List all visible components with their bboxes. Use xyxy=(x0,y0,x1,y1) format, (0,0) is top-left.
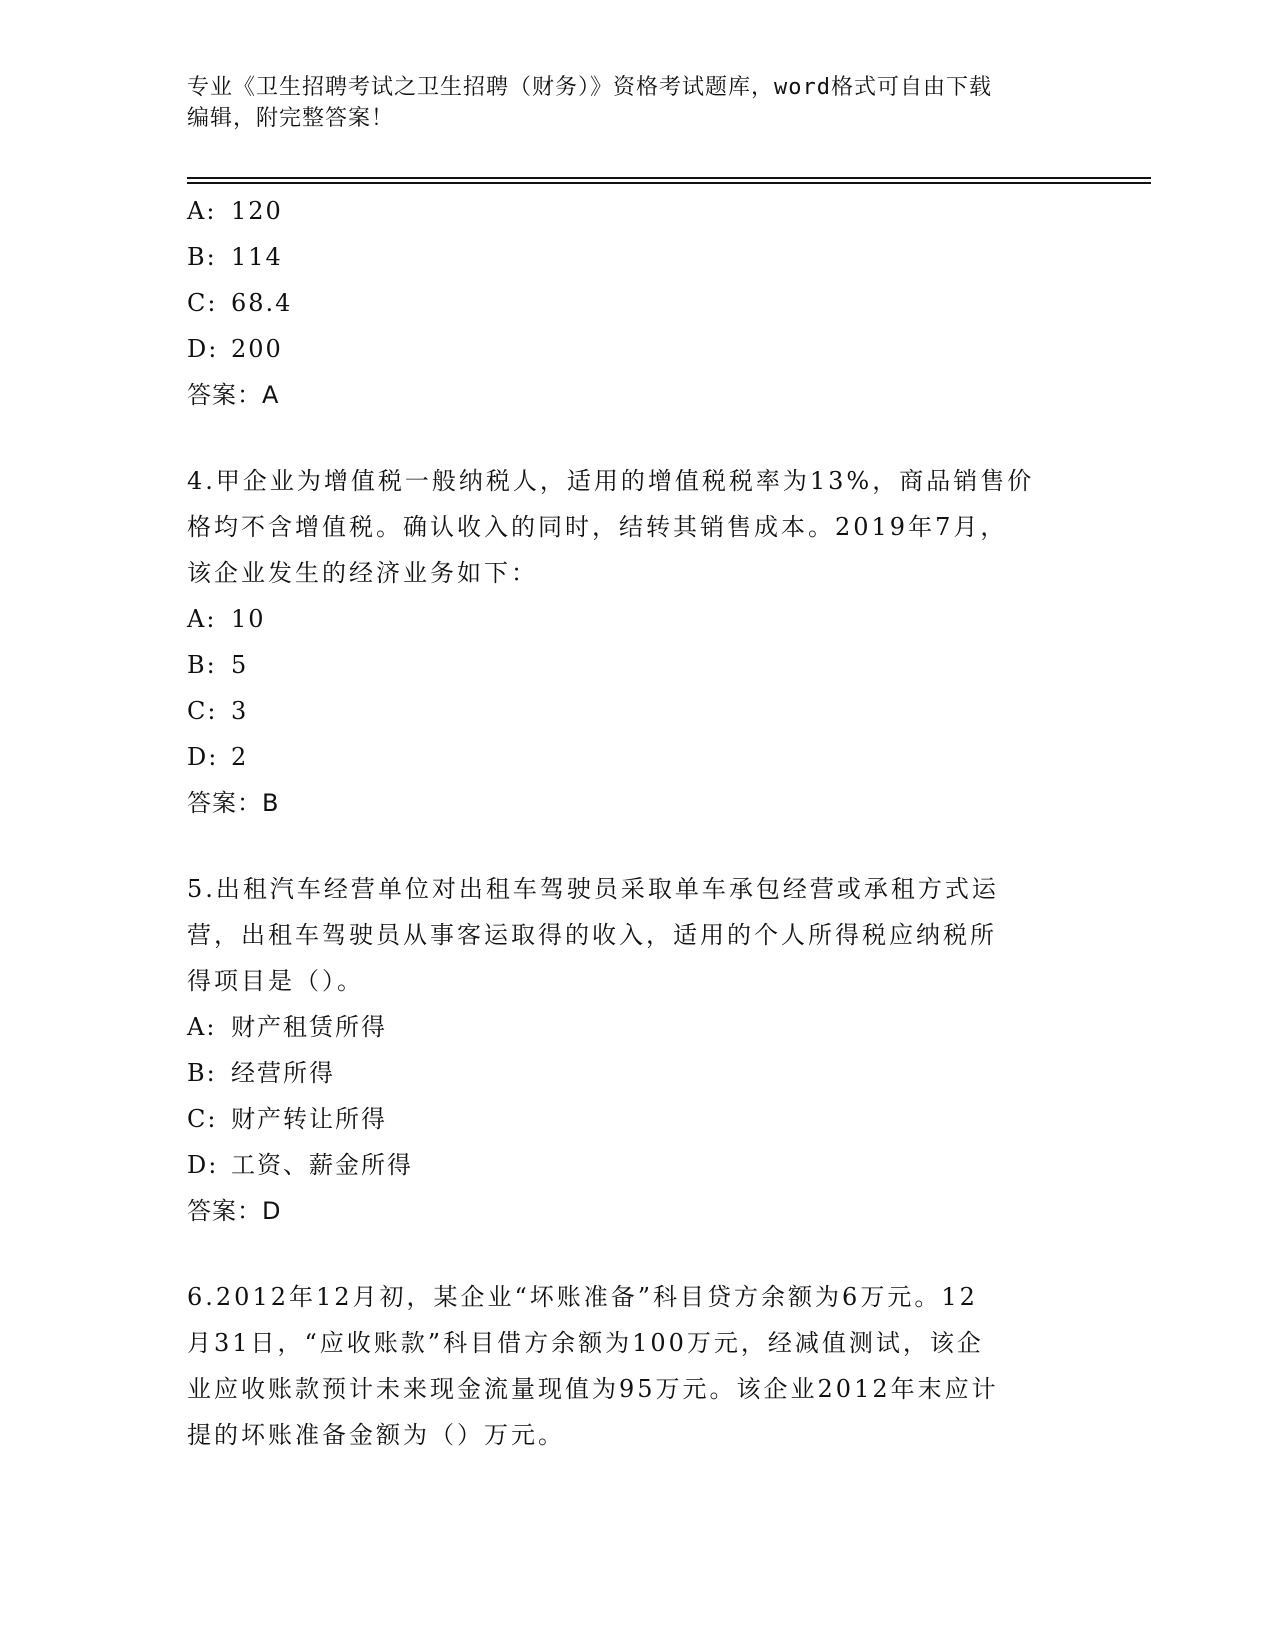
question-list xyxy=(187,188,1087,1458)
question-stem-line: 5.出租汽车经营单位对出租车驾驶员采取单车承包经营或承租方式运 xyxy=(187,875,999,903)
option-label: A: xyxy=(187,197,217,225)
question-stem xyxy=(187,866,1087,1004)
header-divider-bottom xyxy=(187,182,1151,184)
question-stem-line: 营，出租车驾驶员从事客运取得的收入，适用的个人所得税应纳税所 xyxy=(187,921,997,949)
spacer xyxy=(187,418,1087,458)
option-label: A: xyxy=(187,1013,217,1041)
option-label: C: xyxy=(187,697,218,725)
option-c xyxy=(187,688,1087,734)
option-label: B: xyxy=(187,651,217,679)
question-stem-line: 6.2012年12月初，某企业“坏账准备”科目贷方余额为6万元。12 xyxy=(187,1283,978,1311)
option-text: 经营所得 xyxy=(231,1059,335,1087)
option-label: D: xyxy=(187,1151,219,1179)
answer-line: 答案：B xyxy=(187,789,280,817)
option-text: 5 xyxy=(231,651,249,679)
option-text: 2 xyxy=(231,743,249,771)
option-d xyxy=(187,1142,1087,1188)
question-stem-line: 提的坏账准备金额为（）万元。 xyxy=(187,1421,565,1449)
option-b xyxy=(187,642,1087,688)
question-stem-line: 业应收账款预计未来现金流量现值为95万元。该企业2012年末应计 xyxy=(187,1375,999,1403)
option-label: B: xyxy=(187,1059,217,1087)
option-a xyxy=(187,188,1087,234)
answer-line: 答案：D xyxy=(187,1197,282,1225)
option-text: 200 xyxy=(231,335,283,363)
option-text: 114 xyxy=(231,243,283,271)
option-label: A: xyxy=(187,605,217,633)
question-stem-line: 4.甲企业为增值税一般纳税人，适用的增值税税率为13%，商品销售价 xyxy=(187,467,1035,495)
option-c xyxy=(187,280,1087,326)
option-text: 120 xyxy=(231,197,283,225)
question-stem xyxy=(187,458,1087,596)
document-header xyxy=(187,72,1087,134)
question-5 xyxy=(187,866,1087,1234)
question-stem-line: 格均不含增值税。确认收入的同时，结转其销售成本。2019年7月， xyxy=(187,513,1008,541)
option-label: B: xyxy=(187,243,217,271)
option-text: 工资、薪金所得 xyxy=(231,1151,413,1179)
option-text: 10 xyxy=(231,605,266,633)
question-stem-line: 月31日，“应收账款”科目借方余额为100万元，经减值测试，该企 xyxy=(187,1329,984,1357)
option-d xyxy=(187,734,1087,780)
option-text: 68.4 xyxy=(231,289,293,317)
answer-line: 答案：A xyxy=(187,381,280,409)
option-label: C: xyxy=(187,289,218,317)
option-c xyxy=(187,1096,1087,1142)
question-6 xyxy=(187,1274,1087,1458)
option-a xyxy=(187,596,1087,642)
question-stem-line: 该企业发生的经济业务如下： xyxy=(187,559,538,587)
header-line-2: 编辑，附完整答案！ xyxy=(187,106,395,131)
option-text: 3 xyxy=(231,697,249,725)
spacer xyxy=(187,1234,1087,1274)
question-stem-line: 得项目是（）。 xyxy=(187,967,364,995)
option-label: C: xyxy=(187,1105,218,1133)
option-text: 财产租赁所得 xyxy=(231,1013,387,1041)
option-label: D: xyxy=(187,743,219,771)
question-stem xyxy=(187,1274,1087,1458)
question-3-options xyxy=(187,188,1087,418)
spacer xyxy=(187,826,1087,866)
option-d xyxy=(187,326,1087,372)
question-4 xyxy=(187,458,1087,826)
header-line-1: 专业《卫生招聘考试之卫生招聘（财务）》资格考试题库，word格式可自由下载 xyxy=(187,75,992,100)
header-divider-top xyxy=(187,177,1151,179)
option-b xyxy=(187,1050,1087,1096)
option-b xyxy=(187,234,1087,280)
option-text: 财产转让所得 xyxy=(231,1105,387,1133)
option-label: D: xyxy=(187,335,219,363)
option-a xyxy=(187,1004,1087,1050)
